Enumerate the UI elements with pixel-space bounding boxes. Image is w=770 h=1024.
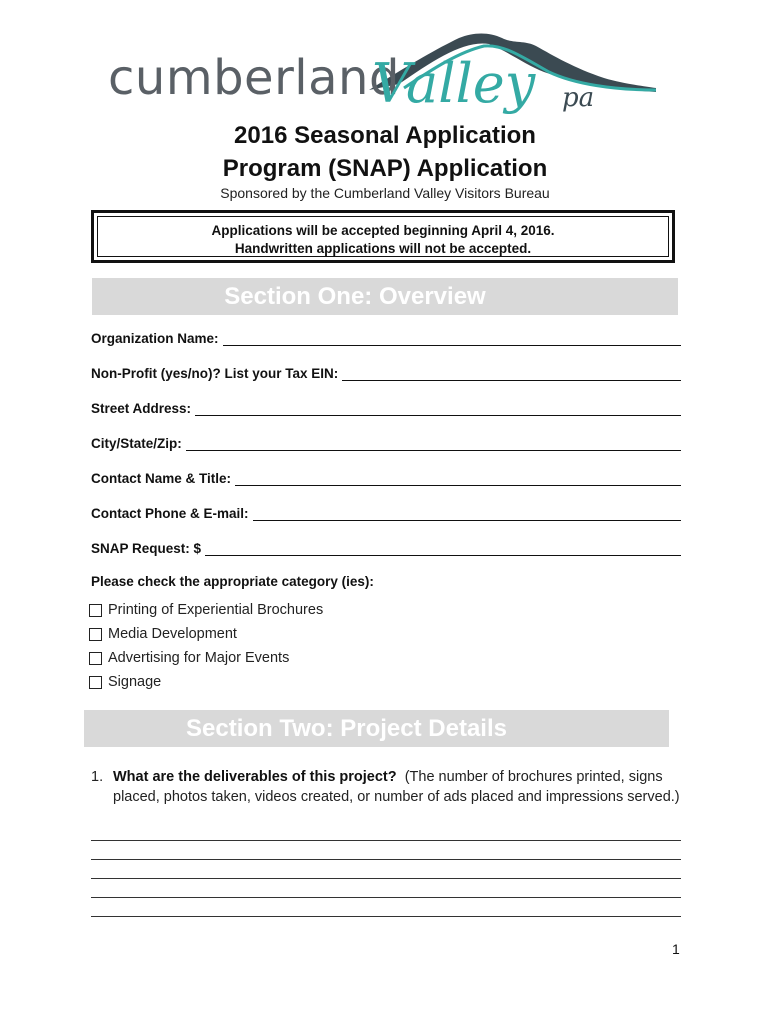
checkbox-icon[interactable]: [89, 628, 102, 641]
answer-line[interactable]: [91, 897, 681, 898]
cumberland-valley-logo: [104, 28, 660, 124]
answer-line[interactable]: [91, 878, 681, 879]
logo-word-cumberland: cumberland: [108, 50, 400, 106]
page-title-line1: 2016 Seasonal Application: [234, 122, 536, 149]
field-contact-name-title[interactable]: [91, 466, 681, 486]
checkbox-icon[interactable]: [89, 604, 102, 617]
field-city-state-zip[interactable]: [91, 431, 681, 451]
section-two-banner: Section Two: Project Details: [84, 710, 669, 747]
field-input-line[interactable]: [342, 365, 681, 381]
logo-suffix-pa: pa: [562, 83, 595, 113]
field-input-line[interactable]: [205, 540, 681, 556]
field-label: Non-Profit (yes/no)? List your Tax EIN:: [91, 366, 339, 381]
field-label: Street Address:: [91, 401, 192, 416]
notice-line2: Handwritten applications will not be accepted.: [234, 241, 532, 256]
field-organization-name[interactable]: [91, 326, 681, 346]
answer-line[interactable]: [91, 840, 681, 841]
field-input-line[interactable]: [235, 470, 681, 486]
question-bold-text: What are the deliverables of this project?: [113, 769, 397, 785]
category-checkbox-signage[interactable]: [89, 672, 161, 692]
field-street-address[interactable]: [91, 396, 681, 416]
checkbox-label: Printing of Experiential Brochures: [108, 602, 324, 618]
category-checkbox-brochures[interactable]: [89, 600, 323, 620]
answer-line[interactable]: [91, 859, 681, 860]
category-checkbox-media[interactable]: [89, 624, 237, 644]
field-input-line[interactable]: [253, 505, 681, 521]
category-checkbox-advertising[interactable]: [89, 648, 289, 668]
field-label: Contact Name & Title:: [91, 471, 232, 486]
checkbox-icon[interactable]: [89, 676, 102, 689]
checkbox-label: Signage: [108, 674, 162, 690]
checkbox-label: Advertising for Major Events: [108, 650, 290, 666]
field-snap-request[interactable]: [91, 536, 681, 556]
page-number: 1: [672, 941, 680, 957]
field-label: Contact Phone & E-mail:: [91, 506, 249, 521]
logo-word-valley: Valley: [372, 52, 536, 115]
notice-box: [91, 210, 675, 263]
page-title-line2: Program (SNAP) Application: [222, 155, 548, 182]
field-label: Organization Name:: [91, 331, 219, 346]
notice-line1: Applications will be accepted beginning April 4, 2016.: [211, 223, 555, 238]
checkbox-label: Media Development: [108, 626, 237, 642]
question-1: [91, 767, 681, 807]
field-input-line[interactable]: [223, 330, 681, 346]
field-label: City/State/Zip:: [91, 436, 182, 451]
answer-line[interactable]: [91, 916, 681, 917]
sponsor-line: Sponsored by the Cumberland Valley Visitors Bureau: [220, 185, 550, 201]
section-one-banner: Section One: Overview: [92, 278, 678, 315]
field-input-line[interactable]: [186, 435, 681, 451]
field-label: SNAP Request: $: [91, 541, 202, 556]
field-input-line[interactable]: [195, 400, 681, 416]
question-number: 1.: [91, 769, 104, 785]
field-nonprofit-ein[interactable]: [91, 361, 681, 381]
question-detail-text: (The number of brochures printed, signs placed, photos taken, videos created, or number of ads placed and impressions served.): [113, 769, 680, 805]
checkbox-icon[interactable]: [89, 652, 102, 665]
category-heading: Please check the appropriate category (ies):: [91, 574, 374, 589]
field-contact-phone-email[interactable]: [91, 501, 681, 521]
